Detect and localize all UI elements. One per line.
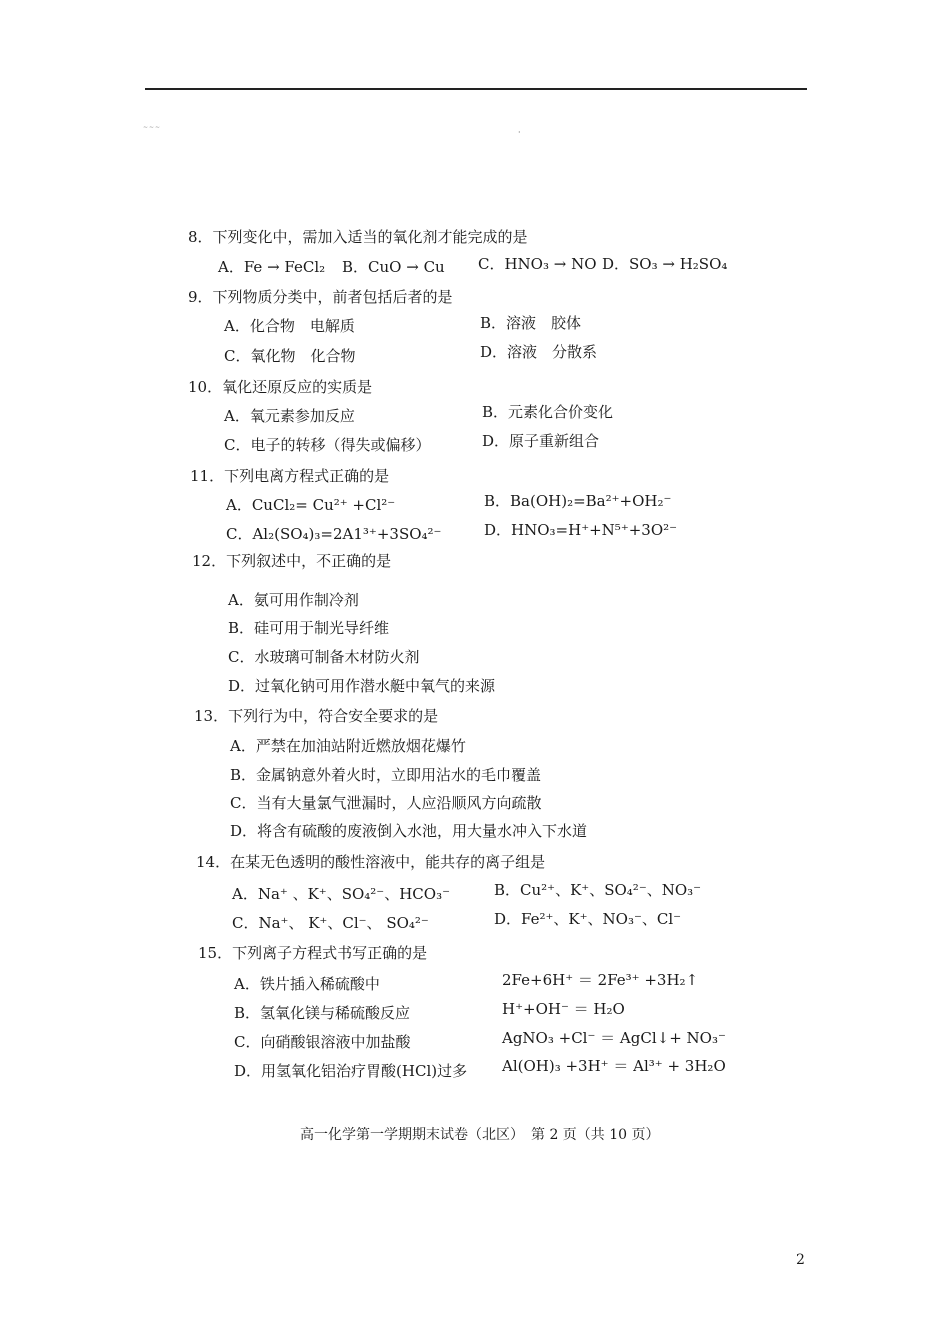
q12-option-a: A．氨可用作制冷剂: [228, 591, 359, 609]
q13-stem: 13．下列行为中，符合安全要求的是: [194, 707, 439, 725]
q11-option-d: D．HNO₃=H⁺+N⁵⁺+3O²⁻: [484, 521, 678, 539]
q15-option-b: B．氢氧化镁与稀硫酸反应: [234, 1004, 411, 1022]
q15-stem: 15．下列离子方程式书写正确的是: [198, 944, 428, 962]
q12-option-c: C．水玻璃可制备木材防火剂: [228, 648, 420, 666]
header-rule: [145, 88, 807, 90]
q11-option-c: C．Al₂(SO₄)₃=2A1³⁺+3SO₄²⁻: [226, 525, 442, 543]
q8-option-a: A．Fe → FeCl₂: [218, 258, 326, 276]
q15-option-d: D．用氢氧化铝治疗胃酸(HCl)过多: [234, 1062, 468, 1080]
q11-option-a: A．CuCl₂= Cu²⁺ +Cl²⁻: [226, 496, 396, 514]
q9-option-b: B．溶液 胶体: [480, 314, 582, 332]
q11-option-b: B．Ba(OH)₂=Ba²⁺+OH₂⁻: [484, 492, 672, 510]
q10-option-c: C．电子的转移（得失或偏移）: [224, 436, 431, 454]
q9-option-d: D．溶液 分散系: [480, 343, 598, 361]
scan-dot: ·: [518, 128, 521, 137]
q15-equation-b: H⁺+OH⁻ ＝ H₂O: [502, 1000, 625, 1018]
q15-equation-a: 2Fe+6H⁺ ＝ 2Fe³⁺ +3H₂↑: [502, 971, 699, 989]
q13-option-a: A．严禁在加油站附近燃放烟花爆竹: [230, 737, 466, 755]
q14-option-b: B．Cu²⁺、K⁺、SO₄²⁻、NO₃⁻: [494, 881, 702, 899]
q14-option-d: D．Fe²⁺、K⁺、NO₃⁻、Cl⁻: [494, 910, 682, 928]
q13-option-b: B．金属钠意外着火时，立即用沾水的毛巾覆盖: [230, 766, 542, 784]
q9-option-c: C．氧化物 化合物: [224, 347, 356, 365]
q10-stem: 10．氧化还原反应的实质是: [188, 378, 373, 396]
q10-option-a: A．氧元素参加反应: [224, 407, 355, 425]
q8-option-c: C．HNO₃ → NO: [478, 255, 597, 273]
q9-option-a: A．化合物 电解质: [224, 317, 355, 335]
q13-option-c: C．当有大量氯气泄漏时，人应沿顺风方向疏散: [230, 794, 542, 812]
page-footer: 高一化学第一学期期末试卷（北区） 第 2 页（共 10 页）: [300, 1127, 660, 1143]
q10-option-b: B．元素化合价变化: [482, 403, 614, 421]
scan-artifact: ~~~: [143, 124, 162, 131]
q8-option-b: B．CuO → Cu: [342, 258, 445, 276]
q14-option-c: C．Na⁺、 K⁺、Cl⁻、 SO₄²⁻: [232, 914, 429, 932]
q9-stem: 9．下列物质分类中，前者包括后者的是: [188, 288, 453, 306]
q14-stem: 14．在某无色透明的酸性溶液中，能共存的离子组是: [196, 853, 546, 871]
q14-option-a: A．Na⁺ 、K⁺、SO₄²⁻、HCO₃⁻: [232, 885, 451, 903]
q12-option-d: D．过氧化钠可用作潜水艇中氧气的来源: [228, 677, 496, 695]
q8-option-d: D．SO₃ → H₂SO₄: [602, 255, 728, 273]
q12-stem: 12．下列叙述中，不正确的是: [192, 552, 392, 570]
q8-stem: 8．下列变化中，需加入适当的氧化剂才能完成的是: [188, 228, 528, 246]
q12-option-b: B．硅可用于制光导纤维: [228, 619, 390, 637]
q13-option-d: D．将含有硫酸的废液倒入水池，用大量水冲入下水道: [230, 822, 588, 840]
q15-option-c: C．向硝酸银溶液中加盐酸: [234, 1033, 411, 1051]
q15-equation-d: Al(OH)₃ +3H⁺ ＝ Al³⁺ + 3H₂O: [502, 1057, 726, 1075]
q15-equation-c: AgNO₃ +Cl⁻ ＝ AgCl↓+ NO₃⁻: [502, 1029, 726, 1047]
q11-stem: 11．下列电离方程式正确的是: [190, 467, 390, 485]
q10-option-d: D．原子重新组合: [482, 432, 600, 450]
page-number: 2: [796, 1252, 805, 1268]
q15-option-a: A．铁片插入稀硫酸中: [234, 975, 380, 993]
